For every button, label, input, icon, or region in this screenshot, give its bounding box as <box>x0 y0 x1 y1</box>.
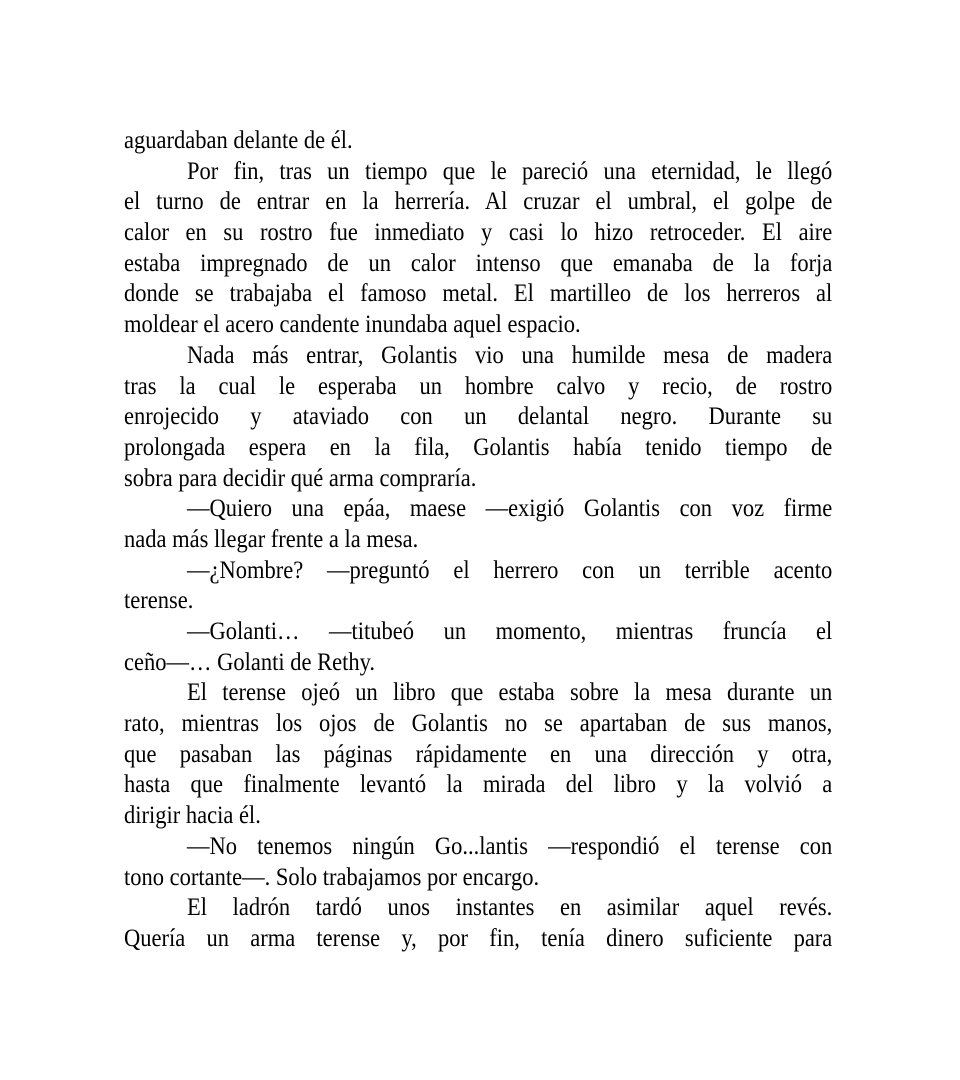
text-line: donde se trabajaba el famoso metal. El martilleo de los herreros al <box>124 280 833 308</box>
text-line: El terense ojeó un libro que estaba sobre la mesa durante un <box>187 679 833 707</box>
text-line: sobra para decidir qué arma compraría. <box>124 464 477 492</box>
text-line: calor en su rostro fue inmediato y casi lo hizo retroceder. El aire <box>124 219 833 247</box>
text-line: Quería un arma terense y, por fin, tenía dinero suficiente para <box>124 924 833 952</box>
text-line: moldear el acero candente inundaba aquel espacio. <box>124 311 581 339</box>
text-line: hasta que finalmente levantó la mirada del libro y la volvió a <box>124 771 833 799</box>
text-line: Por fin, tras un tiempo que le pareció una eternidad, le llegó <box>187 157 833 185</box>
text-line: tras la cual le esperaba un hombre calvo y recio, de rostro <box>124 372 833 400</box>
text-line: tono cortante—. Solo trabajamos por encargo. <box>124 863 540 891</box>
text-line: Nada más entrar, Golantis vio una humilde mesa de madera <box>187 341 833 369</box>
text-line: rato, mientras los ojos de Golantis no se apartaban de sus manos, <box>124 710 833 738</box>
text-line: dirigir hacia él. <box>124 802 261 830</box>
text-line: estaba impregnado de un calor intenso que emanaba de la forja <box>124 249 833 277</box>
text-line: ceño—… Golanti de Rethy. <box>124 648 375 676</box>
text-line: aguardaban delante de él. <box>124 127 353 154</box>
text-line: —No tenemos ningún Go...lantis —respondió el terense con <box>187 832 833 860</box>
text-line: que pasaban las páginas rápidamente en una dirección y otra, <box>124 740 833 768</box>
text-line: —Quiero una epáa, maese —exigió Golantis con voz firme <box>187 495 833 523</box>
text-line: —Golanti… —titubeó un momento, mientras fruncía el <box>187 618 833 645</box>
text-line: el turno de entrar en la herrería. Al cruzar el umbral, el golpe de <box>124 188 833 216</box>
document-page <box>124 126 832 955</box>
text-line: nada más llegar frente a la mesa. <box>124 525 419 553</box>
text-line: El ladrón tardó unos instantes en asimilar aquel revés. <box>187 894 833 922</box>
text-line: prolongada espera en la fila, Golantis había tenido tiempo de <box>124 433 833 461</box>
text-line: —¿Nombre? —preguntó el herrero con un terrible acento <box>187 556 833 584</box>
text-line: terense. <box>124 587 194 615</box>
text-line: enrojecido y ataviado con un delantal negro. Durante su <box>124 403 833 431</box>
